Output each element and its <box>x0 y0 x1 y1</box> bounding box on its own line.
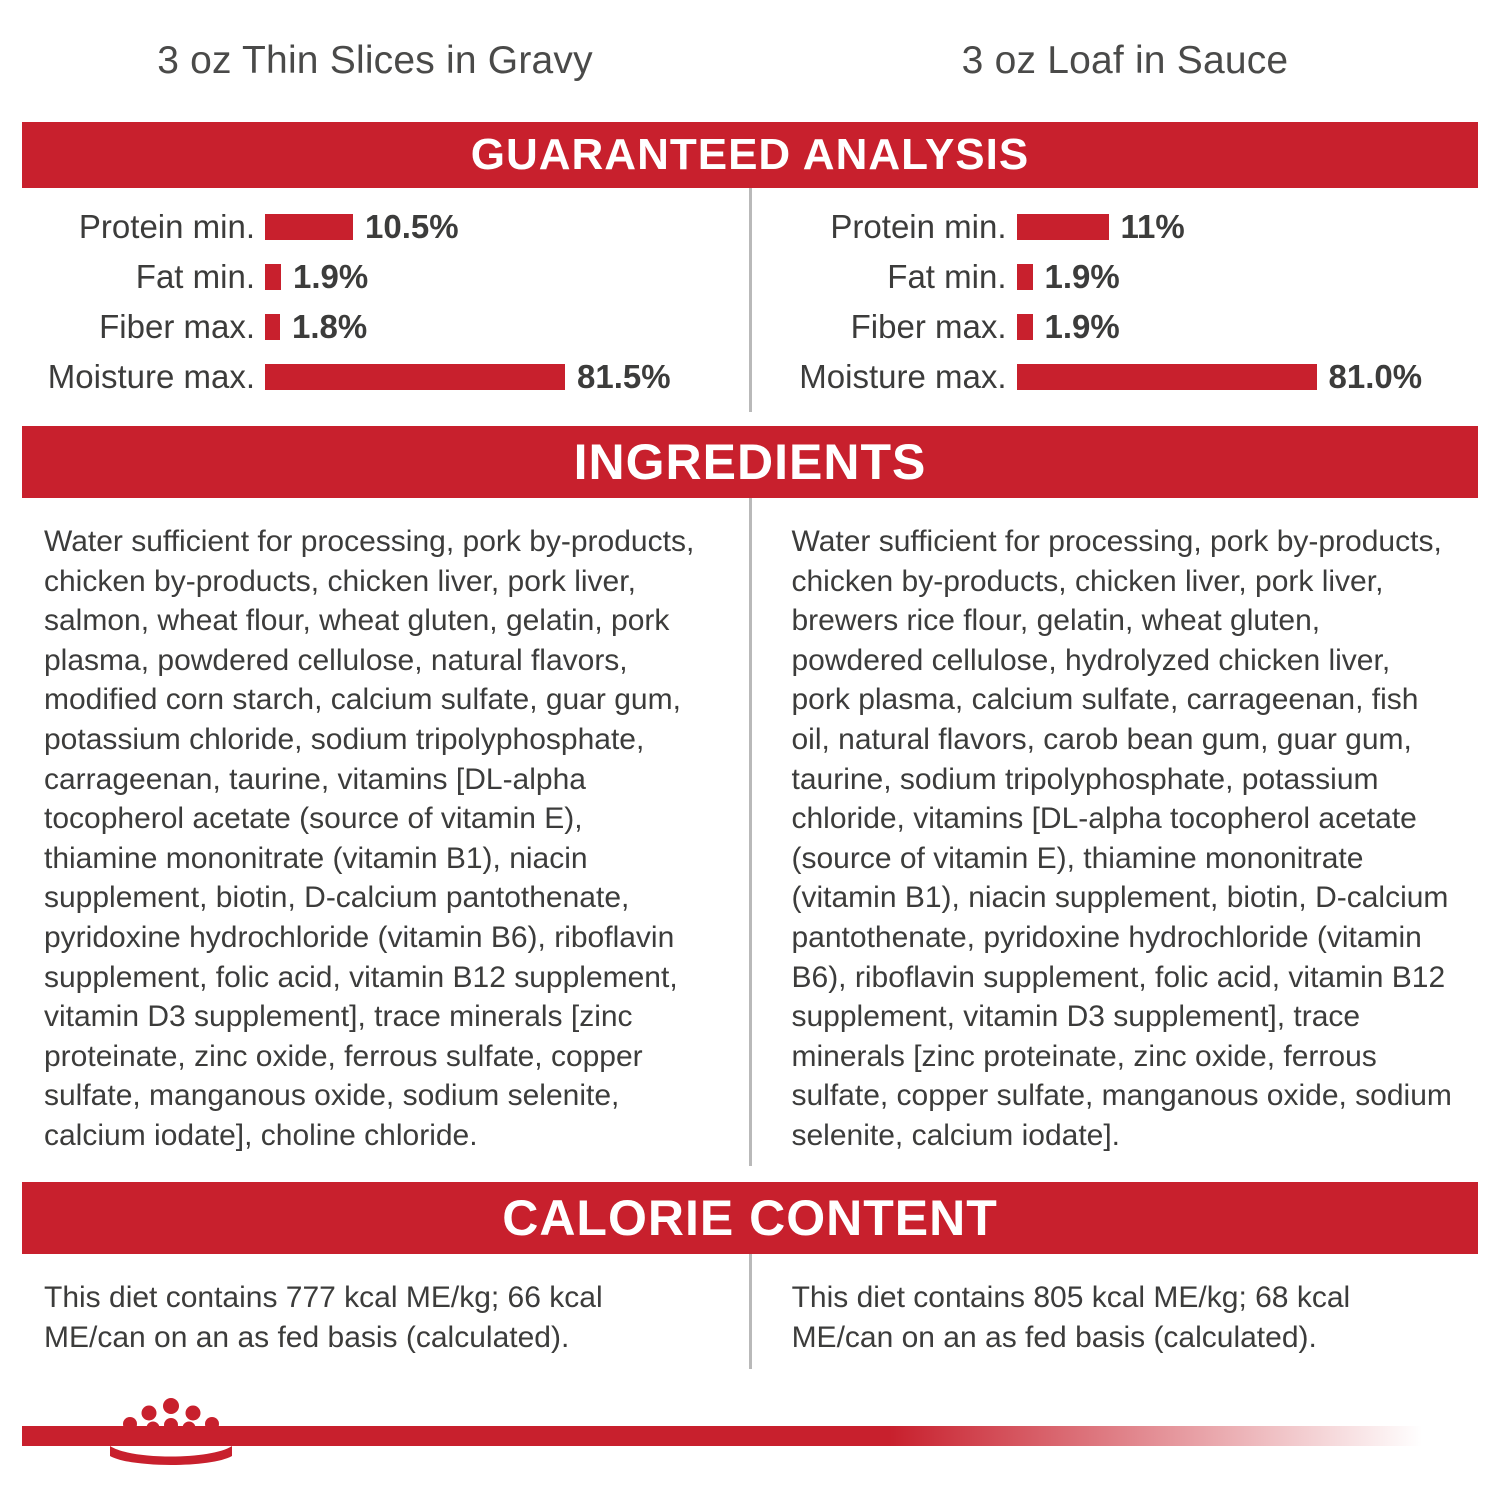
ga-row <box>752 352 1500 402</box>
ga-value: 1.8% <box>292 308 368 345</box>
ga-value: 10.5% <box>365 208 459 245</box>
guaranteed-analysis-right <box>752 188 1500 412</box>
ga-bar-protein <box>265 214 353 240</box>
footer <box>0 1392 1500 1478</box>
ga-value: 11% <box>1120 208 1185 245</box>
ga-bar-moisture <box>1017 364 1317 390</box>
ga-row <box>0 252 749 302</box>
ga-row <box>0 352 749 402</box>
ga-row <box>0 302 749 352</box>
ga-row <box>752 202 1500 252</box>
column-headers <box>0 0 1500 122</box>
ga-label: Fiber max. <box>99 308 255 345</box>
ga-bar-fat <box>1017 264 1033 290</box>
ga-bar-protein <box>1017 214 1109 240</box>
guaranteed-analysis-section <box>0 188 1500 412</box>
column-title-right: 3 oz Loaf in Sauce <box>961 39 1289 82</box>
ga-value: 81.0% <box>1328 358 1423 395</box>
ingredients-text-right: Water sufficient for processing, pork by-products, chicken by-products, chicken liver, pork liver, brewers rice flour, gelatin, wheat gluten, powdered cellulose, hydrolyzed chicken liver, pork plasma, calcium sulfate, carrageenan, fish oil, natural flavors, carob bean gum, guar gum, taurine, sodium tripolyphosphate, potassium chloride, vitamins [DL-alpha tocopherol acetate (source of vitamin E), thiamine mononitrate (vitamin B1), niacin supplement, biotin, D-calcium pantothenate, pyridoxine hydrochloride (vitamin B6), riboflavin supplement, folic acid, vitamin B12 supplement, vitamin D3 supplement], trace minerals [zinc proteinate, zinc oxide, ferrous sulfate, copper sulfate, manganous oxide, sodium selenite, calcium iodate]. <box>791 525 1452 1152</box>
ga-label: Protein min. <box>78 208 255 245</box>
ga-value: 1.9% <box>293 258 369 295</box>
ga-bar-moisture <box>265 364 565 390</box>
ga-label: Protein min. <box>830 208 1007 245</box>
ingredients-section <box>0 498 1500 1166</box>
ga-value: 1.9% <box>1044 308 1120 345</box>
ga-value: 81.5% <box>577 358 671 395</box>
guaranteed-analysis-left <box>0 188 749 412</box>
calorie-text-left: This diet contains 777 kcal ME/kg; 66 kcal ME/can on an as fed basis (calculated). <box>44 1280 603 1354</box>
guaranteed-analysis-banner: GUARANTEED ANALYSIS <box>22 122 1478 188</box>
ga-row <box>0 202 749 252</box>
calorie-content-banner: CALORIE CONTENT <box>22 1182 1478 1254</box>
calorie-content-section <box>0 1254 1500 1369</box>
ga-label: Fat min. <box>887 258 1007 295</box>
ga-label: Moisture max. <box>799 358 1007 395</box>
ga-label: Fiber max. <box>850 308 1007 345</box>
ingredients-text-left: Water sufficient for processing, pork by-products, chicken by-products, chicken liver, pork liver, salmon, wheat flour, wheat gluten, gelatin, pork plasma, powdered cellulose, natural flavors, modified corn starch, calcium sulfate, guar gum, potassium chloride, sodium tripolyphosphate, carrageenan, taurine, vitamins [DL-alpha tocopherol acetate (source of vitamin E), thiamine mononitrate (vitamin B1), niacin supplement, biotin, D-calcium pantothenate, pyridoxine hydrochloride (vitamin B6), riboflavin supplement, folic acid, vitamin B12 supplement, vitamin D3 supplement], trace minerals [zinc proteinate, zinc oxide, ferrous sulfate, copper sulfate, manganous oxide, sodium selenite, calcium iodate], choline chloride. <box>44 525 695 1152</box>
ga-bar-fat <box>265 264 281 290</box>
ga-label: Fat min. <box>135 258 255 295</box>
ingredients-banner: INGREDIENTS <box>22 426 1478 498</box>
crown-logo-icon <box>96 1398 246 1472</box>
calorie-text-right: This diet contains 805 kcal ME/kg; 68 kcal ME/can on an as fed basis (calculated). <box>791 1280 1351 1354</box>
ga-label: Moisture max. <box>47 358 255 395</box>
column-title-left: 3 oz Thin Slices in Gravy <box>157 39 593 82</box>
ga-row <box>752 302 1500 352</box>
ga-value: 1.9% <box>1044 258 1120 295</box>
ga-bar-fiber <box>1017 314 1033 340</box>
ga-row <box>752 252 1500 302</box>
ga-bar-fiber <box>265 314 280 340</box>
